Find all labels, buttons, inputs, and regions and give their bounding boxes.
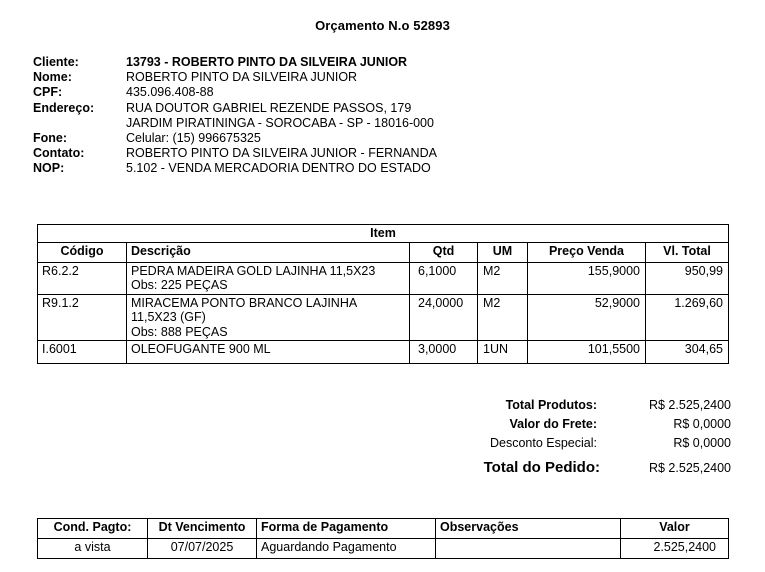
- customer-row-contato: [33, 146, 765, 161]
- payment-table: [37, 518, 729, 559]
- page-title: Orçamento N.o 52893: [315, 18, 450, 33]
- customer-value-endereco-line2: JARDIM PIRATININGA - SOROCABA - SP - 18016-000: [126, 115, 434, 130]
- item-obs: Obs: 225 PEÇAS: [131, 278, 228, 293]
- items-section-title-row: [38, 225, 729, 243]
- item-preco-venda: 101,5500: [528, 341, 646, 364]
- item-descricao: [127, 341, 410, 364]
- totals-value-total-pedido: R$ 2.525,2400: [648, 461, 731, 475]
- customer-row-nome: [33, 70, 765, 85]
- totals-label-total-pedido: Total do Pedido:: [483, 459, 600, 476]
- customer-value-fone: Celular: (15) 996675325: [126, 131, 261, 146]
- payment-header-dt-vencimento: Dt Vencimento: [148, 519, 257, 539]
- totals-row-desconto: [380, 434, 731, 453]
- totals-label-desconto: Desconto Especial:: [489, 436, 597, 450]
- item-um: M2: [478, 263, 528, 295]
- payment-header-cond-pagto: Cond. Pagto:: [38, 519, 148, 539]
- items-table-container: [37, 224, 728, 364]
- items-header-codigo: Código: [38, 243, 127, 263]
- customer-row-cliente: [33, 55, 765, 70]
- item-qtd: 24,0000: [410, 294, 478, 340]
- item-um: 1UN: [478, 341, 528, 364]
- customer-value-contato: ROBERTO PINTO DA SILVEIRA JUNIOR - FERNANDA: [126, 146, 437, 161]
- totals-value-produtos: R$ 2.525,2400: [648, 398, 731, 412]
- item-vl-total: 1.269,60: [646, 294, 729, 340]
- table-row[interactable]: [38, 539, 729, 559]
- table-row[interactable]: [38, 341, 729, 364]
- customer-label-nop: NOP:: [33, 161, 65, 176]
- item-um: M2: [478, 294, 528, 340]
- customer-info-block: [33, 55, 765, 177]
- item-descricao-line2: 11,5X23 (GF): [131, 310, 206, 325]
- payment-header-row: [38, 519, 729, 539]
- item-preco-venda: 52,9000: [528, 294, 646, 340]
- item-obs: Obs: 888 PEÇAS: [131, 324, 228, 339]
- customer-label-nome: Nome:: [33, 70, 72, 85]
- customer-label-fone: Fone:: [33, 131, 68, 146]
- item-vl-total: 950,99: [646, 263, 729, 295]
- table-row[interactable]: [38, 263, 729, 295]
- item-descricao-line1: PEDRA MADEIRA GOLD LAJINHA 11,5X23: [131, 264, 376, 278]
- item-qtd: 6,1000: [410, 263, 478, 295]
- item-codigo: R6.2.2: [38, 263, 127, 295]
- item-descricao: [127, 294, 410, 340]
- payment-observacoes: [436, 539, 621, 559]
- items-header-qtd: Qtd: [410, 243, 478, 263]
- customer-label-contato: Contato:: [33, 146, 85, 161]
- totals-value-frete: R$ 0,0000: [673, 417, 731, 431]
- payment-dt-vencimento: 07/07/2025: [148, 539, 257, 559]
- payment-table-container: [37, 518, 728, 559]
- payment-header-forma-pagamento: Forma de Pagamento: [257, 519, 436, 539]
- payment-header-valor: Valor: [621, 519, 729, 539]
- totals-row-produtos: [380, 396, 731, 415]
- customer-label-cpf: CPF:: [33, 85, 63, 100]
- customer-value-endereco: RUA DOUTOR GABRIEL REZENDE PASSOS, 179: [126, 100, 412, 115]
- payment-header-observacoes: Observações: [436, 519, 621, 539]
- customer-value-nop: 5.102 - VENDA MERCADORIA DENTRO DO ESTADO: [126, 161, 431, 176]
- payment-forma-pagamento: Aguardando Pagamento: [257, 539, 436, 559]
- item-qtd: 3,0000: [410, 341, 478, 364]
- customer-row-cpf: [33, 85, 765, 100]
- items-header-descricao: Descrição: [127, 243, 410, 263]
- customer-row-nop: [33, 161, 765, 176]
- item-descricao-line1: OLEOFUGANTE 900 ML: [131, 342, 271, 357]
- totals-value-desconto: R$ 0,0000: [673, 436, 731, 450]
- items-header-vl-total: Vl. Total: [646, 243, 729, 263]
- items-header-um: UM: [478, 243, 528, 263]
- totals-row-total-pedido: [380, 458, 731, 478]
- payment-valor: 2.525,2400: [621, 539, 729, 559]
- customer-value-cliente: 13793 - ROBERTO PINTO DA SILVEIRA JUNIOR: [126, 55, 408, 69]
- totals-label-produtos: Total Produtos:: [505, 398, 597, 412]
- items-header-row: [38, 243, 729, 263]
- item-descricao-line1: MIRACEMA PONTO BRANCO LAJINHA: [131, 295, 358, 310]
- customer-value-nome: ROBERTO PINTO DA SILVEIRA JUNIOR: [126, 70, 358, 85]
- items-table: [37, 224, 729, 364]
- items-section-title: Item: [38, 225, 729, 243]
- totals-row-frete: [380, 415, 731, 434]
- totals-label-frete: Valor do Frete:: [509, 417, 597, 431]
- item-descricao: [127, 263, 410, 295]
- item-vl-total: 304,65: [646, 341, 729, 364]
- payment-cond-pagto: a vista: [38, 539, 148, 559]
- item-codigo: I.6001: [38, 341, 127, 364]
- totals-section: [380, 396, 731, 478]
- items-header-preco-venda: Preço Venda: [528, 243, 646, 263]
- table-row[interactable]: [38, 294, 729, 340]
- customer-row-fone: [33, 131, 765, 146]
- customer-label-cliente: Cliente:: [33, 55, 79, 69]
- customer-row-endereco-line2: [33, 116, 765, 131]
- item-preco-venda: 155,9000: [528, 263, 646, 295]
- customer-row-endereco: [33, 101, 765, 116]
- customer-label-endereco: Endereço:: [33, 100, 95, 115]
- customer-value-cpf: 435.096.408-88: [126, 85, 214, 100]
- item-codigo: R9.1.2: [38, 294, 127, 340]
